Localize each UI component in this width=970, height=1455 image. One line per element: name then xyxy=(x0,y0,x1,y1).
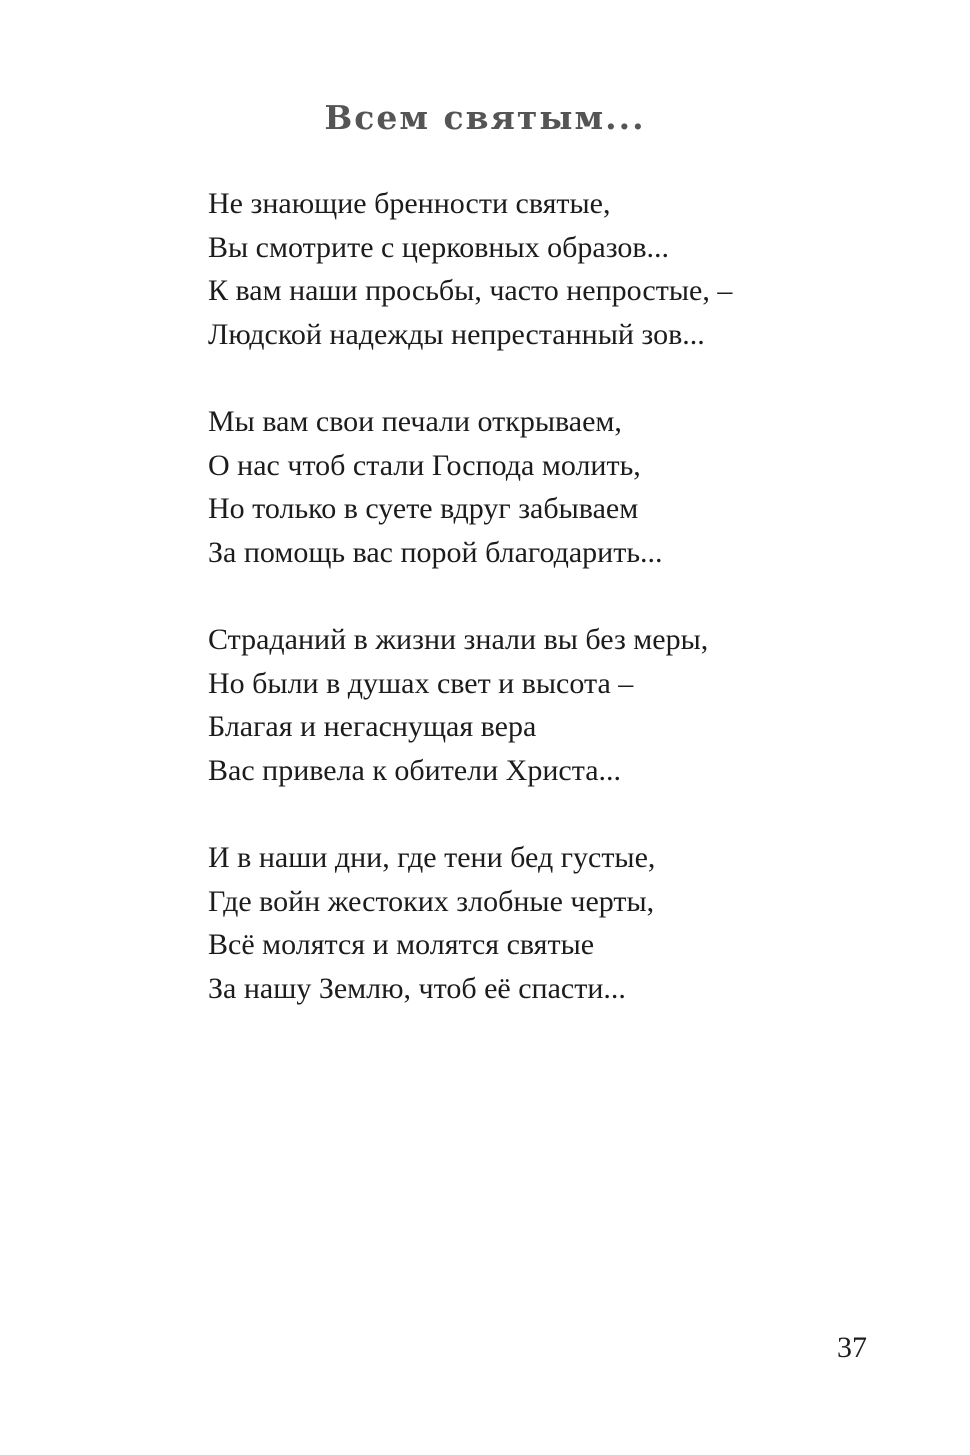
poem-line: За помощь вас порой благодарить... xyxy=(208,535,663,569)
poem-line: К вам наши просьбы, часто непростые, – xyxy=(208,274,733,307)
poem-line: За нашу Землю, чтоб её спасти... xyxy=(208,971,626,1005)
poem-line: Вас привела к обители Христа... xyxy=(208,753,622,787)
poem-body xyxy=(208,182,908,1054)
poem-line: Всё молятся и молятся святые xyxy=(208,928,595,961)
poem-line: Где войн жестоких злобные черты, xyxy=(208,884,655,918)
stanza-4 xyxy=(208,836,908,1010)
stanza-1 xyxy=(208,182,908,356)
stanza-3 xyxy=(208,618,908,792)
poem-line: И в наши дни, где тени бед густые, xyxy=(208,841,656,874)
poem-line: Не знающие бренности святые, xyxy=(208,187,611,220)
poem-line: Но только в суете вдруг забываем xyxy=(208,492,639,525)
poem-line: Вы смотрите с церковных образов... xyxy=(208,230,670,264)
poem-line: Но были в душах свет и высота – xyxy=(208,666,634,700)
poem-line: Страданий в жизни знали вы без меры, xyxy=(208,623,709,656)
page-number: 37 xyxy=(837,1331,867,1364)
poem-line: Людской надежды непрестанный зов... xyxy=(208,317,705,351)
poem-line: Благая и негаснущая вера xyxy=(208,710,537,743)
poem-line: Мы вам свои печали открываем, xyxy=(208,405,622,438)
poem-title: Всем святым... xyxy=(324,98,646,137)
poem-line: О нас чтоб стали Господа молить, xyxy=(208,448,641,482)
stanza-2 xyxy=(208,400,908,574)
